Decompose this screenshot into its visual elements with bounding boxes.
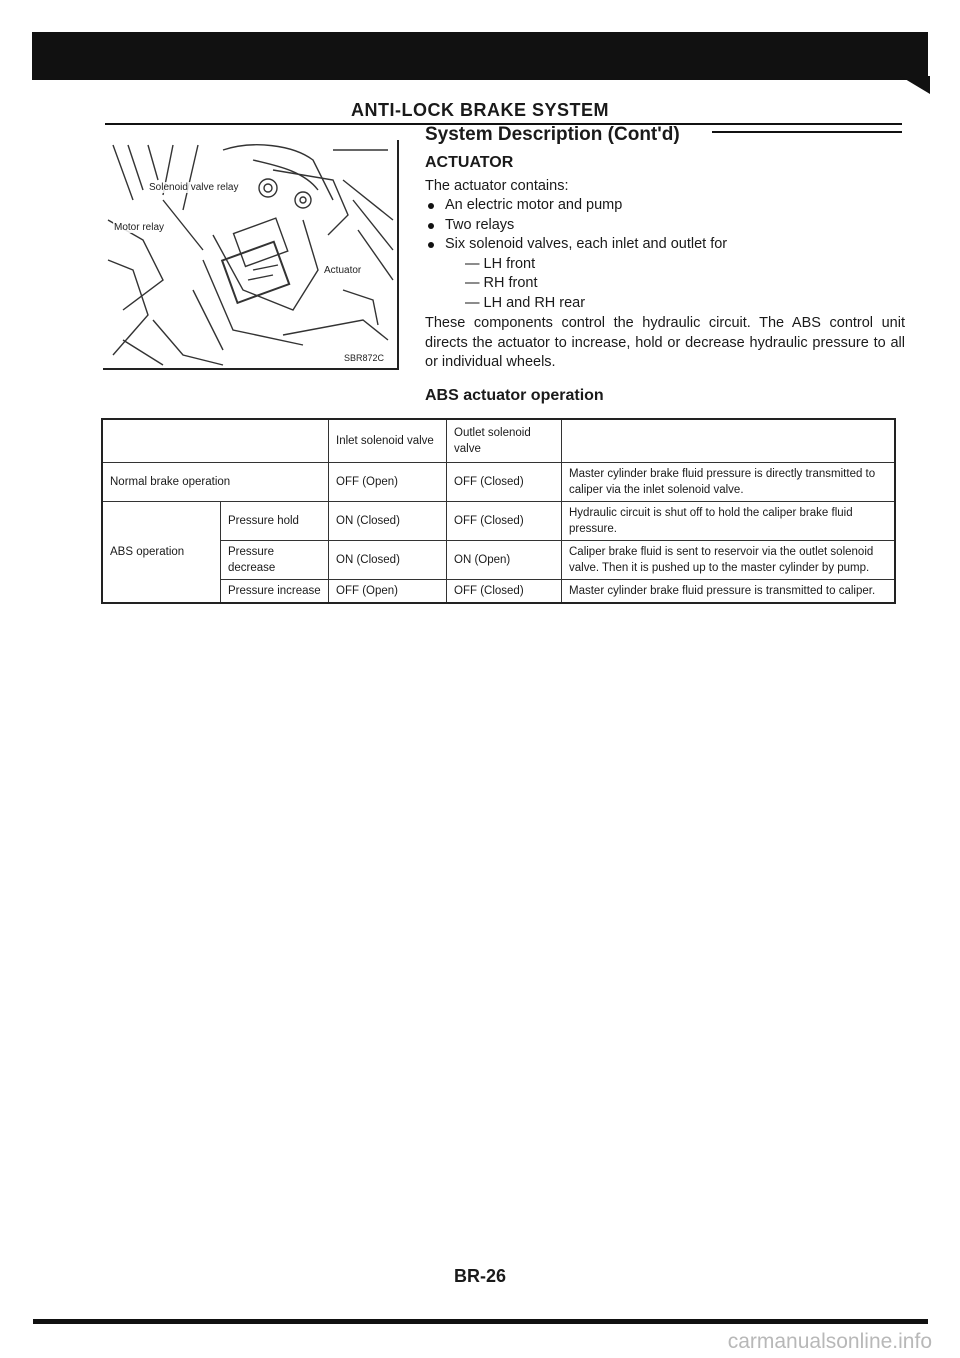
bullet-dot-icon xyxy=(428,223,434,229)
inlet-cell: ON (Closed) xyxy=(329,502,447,541)
actuator-figure xyxy=(103,140,399,370)
list-item: — RH front xyxy=(465,275,538,291)
header-cell-description xyxy=(562,419,896,463)
inlet-cell: OFF (Open) xyxy=(329,463,447,502)
actuator-heading: ACTUATOR xyxy=(425,154,514,171)
mode-cell: Normal brake operation xyxy=(102,463,329,502)
table-heading: ABS actuator operation xyxy=(425,387,604,404)
description-cell: Hydraulic circuit is shut off to hold the caliper brake fluid pressure. xyxy=(562,502,896,541)
header-cell-inlet: Inlet solenoid valve xyxy=(329,419,447,463)
actuator-intro: The actuator contains: xyxy=(425,177,569,194)
outlet-cell: ON (Open) xyxy=(447,541,562,580)
list-item xyxy=(425,235,905,313)
list-item: — LH front xyxy=(465,255,536,272)
state-cell: Pressure increase xyxy=(221,580,329,604)
header-bar-tail xyxy=(900,76,930,94)
table-header-row xyxy=(102,419,895,463)
bullet-text: An electric motor and pump xyxy=(445,197,623,213)
figure-label-actuator: Actuator xyxy=(324,265,362,276)
actuator-illustration xyxy=(103,140,399,370)
subtitle-rule xyxy=(712,131,902,133)
abs-operation-table xyxy=(101,418,896,604)
section-title: ANTI-LOCK BRAKE SYSTEM xyxy=(351,100,609,120)
figure-label-solenoid-valve-relay: Solenoid valve relay xyxy=(149,182,239,193)
state-cell: Pressure hold xyxy=(221,502,329,541)
description-cell: Caliper brake fluid is sent to reservoir via the outlet solenoid valve. Then it is pushed up to the master cylinder by pump. xyxy=(562,541,896,580)
inlet-cell: OFF (Open) xyxy=(329,580,447,604)
description-cell: Master cylinder brake fluid pressure is transmitted to caliper. xyxy=(562,580,896,604)
list-item: — LH and RH rear xyxy=(465,294,586,311)
outlet-cell: OFF (Closed) xyxy=(447,463,562,502)
header-cell-outlet: Outlet solenoid valve xyxy=(447,419,562,463)
header-cell-empty xyxy=(102,419,329,463)
bullet-text: Two relays xyxy=(445,216,515,233)
watermark: carmanualsonline.info xyxy=(727,1330,932,1353)
table-row xyxy=(102,580,895,604)
actuator-section xyxy=(425,153,905,373)
header-bar xyxy=(32,32,928,80)
inlet-cell: ON (Closed) xyxy=(329,541,447,580)
page-subtitle: System Description (Cont'd) xyxy=(425,124,680,145)
bullet-dot-icon xyxy=(428,242,434,248)
description-cell: Master cylinder brake fluid pressure is directly transmitted to caliper via the inlet solenoid valve. xyxy=(562,463,896,502)
abs-operation-cell: ABS operation xyxy=(102,502,221,604)
page-number: BR-26 xyxy=(453,1266,506,1286)
bullet-text: Six solenoid valves, each inlet and outlet for xyxy=(445,236,728,252)
footer-bar xyxy=(33,1319,928,1324)
figure-label-motor-relay: Motor relay xyxy=(114,222,165,233)
table-row xyxy=(102,502,895,541)
actuator-bullet-list xyxy=(425,196,905,313)
bullet-dot-icon xyxy=(428,203,434,209)
list-item xyxy=(425,216,905,236)
table-row xyxy=(102,541,895,580)
actuator-paragraph: These components control the hydraulic circuit. The ABS control unit directs the actuator to increase, hold or decrease hydraulic pressure to all or individual wheels. xyxy=(425,315,905,370)
table-row xyxy=(102,463,895,502)
figure-code: SBR872C xyxy=(344,353,385,363)
outlet-cell: OFF (Closed) xyxy=(447,502,562,541)
outlet-cell: OFF (Closed) xyxy=(447,580,562,604)
list-item xyxy=(425,196,905,216)
wheel-sub-list xyxy=(445,255,905,314)
state-cell: Pressure decrease xyxy=(221,541,329,580)
